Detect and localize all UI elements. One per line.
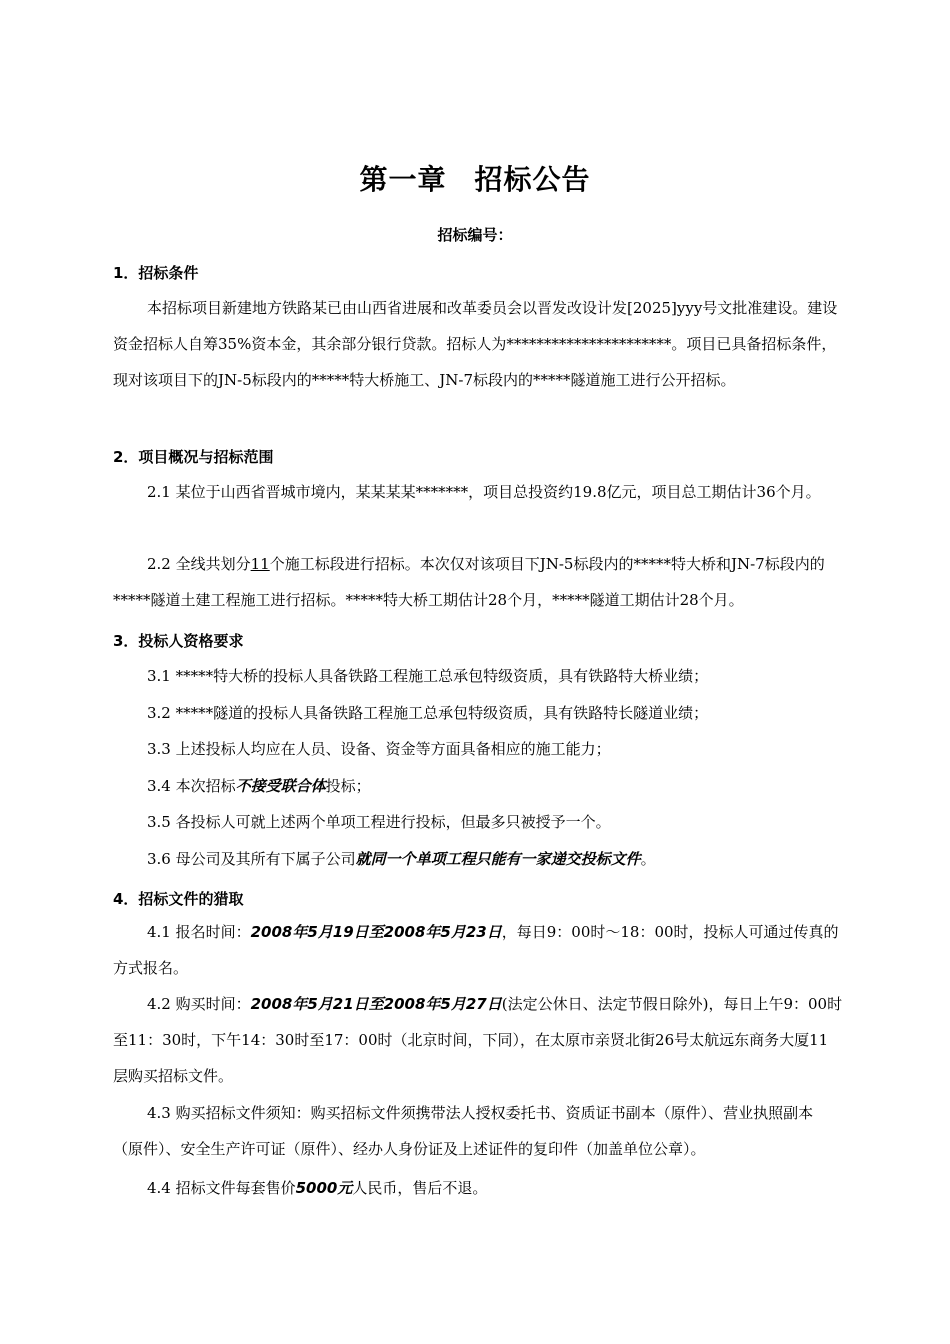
section-4-heading: 4．招标文件的猎取 [113,890,244,908]
section-3-6: 3.6 母公司及其所有下属子公司就同一个单项工程只能有一家递交投标文件。 [147,850,656,868]
section-4-2: 4.2 购买时间：2008年5月21日至2008年5月27日(法定公休日、法定节假日除外)，每日上午9：00时至11：30时，下午14：30时至17：00时（北京时间，下同），在太原市亲贤北街26号太航远东商务大厦11层购买招标文件。 [113,995,843,1085]
chapter-label: 第一章 [359,163,447,196]
section-4-3: 4.3 购买招标文件须知：购买招标文件须携带法人授权委托书、资质证书副本（原件）、营业执照副本（原件）、安全生产许可证（原件）、经办人身份证及上述证件的复印件（加盖单位公章）。 [113,1104,814,1158]
section-1-heading: 1．招标条件 [113,264,199,282]
section-3-2: 3.2 *****隧道的投标人具备铁路工程施工总承包特级资质，具有铁路特长隧道业绩； [147,704,709,722]
section-3-4: 3.4 本次招标不接受联合体投标； [147,777,371,795]
section-3-5: 3.5 各投标人可就上述两个单项工程进行投标，但最多只被授予一个。 [147,813,611,831]
section-3-1: 3.1 *****特大桥的投标人具备铁路工程施工总承包特级资质，具有铁路特大桥业绩； [147,667,709,685]
page-title [0,158,950,198]
section-2-heading: 2．项目概况与招标范围 [113,448,274,466]
tender-number-label: 招标编号： [437,226,513,244]
section-2-1: 2.1 某位于山西省晋城市境内，某某某某*******，项目总投资约19.8亿元，项目总工期估计36个月。 [147,483,821,501]
section-3-3: 3.3 上述投标人均应在人员、设备、资金等方面具备相应的施工能力； [147,740,611,758]
section-4-1: 4.1 报名时间：2008年5月19日至2008年5月23日，每日9：00时～18：00时，投标人可通过传真的方式报名。 [113,923,839,977]
section-1-paragraph: 本招标项目新建地方铁路某已由山西省进展和改革委员会以晋发改设计发[2025]yyy号文批准建设。建设资金招标人自筹35%资本金，其余部分银行贷款。招标人为**********************。项目已具备招标条件，现对该项目下的JN-5标段内的*****特大桥施工、JN-7标段内的*****隧道施工进行公开招标。 [113,299,838,389]
chapter-title: 招标公告 [474,163,591,196]
section-3-heading: 3．投标人资格要求 [113,632,244,650]
section-2-2: 2.2 全线共划分11个施工标段进行招标。本次仅对该项目下JN-5标段内的*****特大桥和JN-7标段内的*****隧道土建工程施工进行招标。*****特大桥工期估计28个月，*****隧道工期估计28个月。 [113,555,825,609]
section-4-4: 4.4 招标文件每套售价5000元人民币，售后不退。 [147,1179,488,1197]
